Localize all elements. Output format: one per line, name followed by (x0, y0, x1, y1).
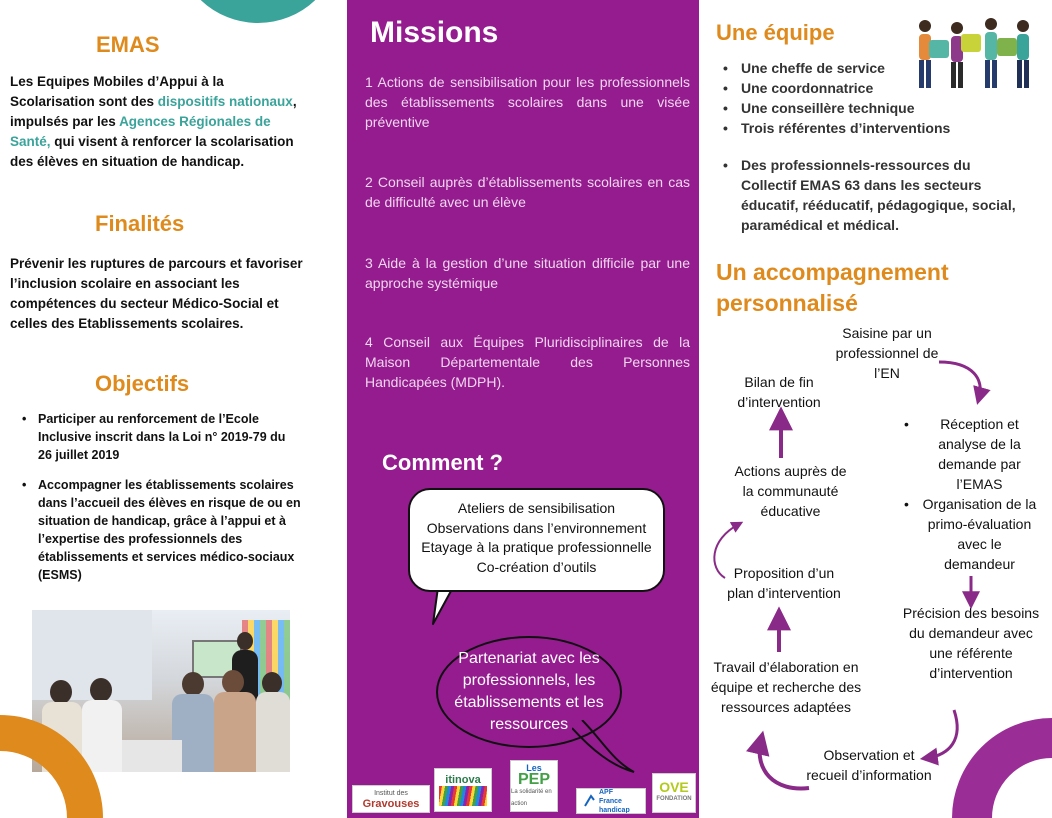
mission-item-2: 2 Conseil auprès d’établissements scolaires en cas de difficulté avec un élève (365, 174, 690, 210)
step-organisation: Organisation de la primo-évaluation avec le demandeur (922, 496, 1037, 572)
objectif-item: • Participer au renforcement de l’Ecole Inclusive inscrit dans la Loi n° 2019-79 du 26 juillet 2019 (22, 410, 302, 464)
comment-item: Observations dans l’environnement (426, 519, 647, 536)
intro-highlight-ars: Agences Régionales de Santé, (10, 114, 271, 149)
finalites-title: Finalités (95, 211, 185, 236)
objectif-item: • Accompagner les établissements scolaires dans l’accueil des élèves en risque de ou en situation de handicap, grâce à l’appui et à l’expertise des professionnels des établissements et services médico-sociaux (ESMS) (22, 476, 302, 584)
comment-item: Etayage à la pratique professionnelle (421, 539, 652, 555)
step-proposition: Proposition d’un plan d’intervention (727, 565, 841, 601)
arrow-proposition-to-actions (714, 524, 739, 578)
step-precision: Précision des besoins du demandeur avec une référente d’intervention (902, 605, 1040, 681)
comment-bubble (408, 488, 665, 592)
emas-title: EMAS (96, 32, 160, 57)
comment-title: Comment ? (382, 450, 503, 475)
step-saisine: Saisine par un professionnel de l’EN (835, 325, 939, 381)
partnership-text: Partenariat avec les professionnels, les établissements et les ressources (454, 650, 604, 733)
arrow-observation-to-travail (760, 740, 809, 788)
comment-item: Co-création d’outils (476, 558, 597, 575)
team-member-item: • Une coordonnatrice (723, 78, 1023, 98)
right-panel (699, 0, 1052, 818)
step-reception: Réception et analyse de la demande par l’EMAS (938, 416, 1021, 492)
intro-part3: qui visent à renforcer la scolarisation des élèves en situation de handicap. (10, 134, 294, 169)
intro-highlight-dispositifs: dispositifs nationaux (157, 94, 293, 109)
left-panel (0, 0, 347, 818)
step-reception-organisation: • Réception et analyse de la demande par l’EMAS • Organisation de la primo-évaluation avec le demandeur (904, 416, 1037, 572)
intro-part1: Les Equipes Mobiles d’Appui à la Scolarisation sont des (10, 74, 224, 109)
team-extra-list (723, 155, 1023, 235)
mission-item-1: 1 Actions de sensibilisation pour les professionnels des établissements scolaires dans une visée préventive (365, 74, 690, 130)
step-actions: Actions auprès de la communauté éducative (734, 463, 847, 519)
step-observation: Observation et recueil d’information (806, 747, 932, 783)
apf-france-handicap-logo: APF France handicap (576, 788, 646, 814)
accompagnement-title-line1: Un accompagnement (716, 259, 949, 285)
purple-ring-decoration (944, 700, 1052, 818)
team-list (723, 58, 1023, 138)
accompagnement-title-line2: personnalisé (716, 290, 858, 316)
objectifs-list (22, 410, 302, 596)
middle-panel (347, 0, 699, 818)
mission-item-3: 3 Aide à la gestion d’une situation difficile par une approche systémique (365, 255, 690, 291)
step-bilan: Bilan de fin d’intervention (737, 374, 821, 410)
emas-intro (10, 72, 310, 172)
orange-ring-decoration (0, 700, 140, 818)
arrow-saisine-to-reception (939, 362, 980, 398)
objectifs-title: Objectifs (95, 371, 190, 396)
ove-logo: OVE FONDATION (652, 773, 696, 813)
apf-mark-icon (583, 794, 595, 808)
missions-title: Missions (370, 16, 499, 49)
institut-gravouses-logo: Institut des Gravouses (352, 785, 430, 813)
teal-ring-decoration (178, 0, 347, 70)
team-member-item: • Une cheffe de service (723, 58, 1023, 78)
team-member-item: • Trois référentes d’interventions (723, 118, 1023, 138)
intro-part2: , impulsés par les (10, 94, 297, 129)
mission-item-4: 4 Conseil aux Équipes Pluridisciplinaires de la Maison Départementale des Personnes Handicapées (MDPH). (365, 334, 690, 390)
step-travail: Travail d’élaboration en équipe et recherche des ressources adaptées (710, 659, 862, 715)
comment-item: Ateliers de sensibilisation (457, 500, 616, 516)
itinova-logo: itinova (434, 768, 492, 812)
team-extra-item: • Des professionnels-ressources du Collectif EMAS 63 dans les secteurs éducatif, rééducatif, pédagogique, social, paramédical et médical. (723, 155, 1023, 235)
equipe-title: Une équipe (716, 20, 835, 45)
partnership-bubble (436, 636, 622, 748)
pep-logo: Les PEP La solidarité en action (510, 760, 558, 812)
finalites-text: Prévenir les ruptures de parcours et favoriser l’inclusion scolaire en associant les compétences du secteur Médico-Social et celles des Etablissements scolaires. (10, 256, 303, 331)
team-member-item: • Une conseillère technique (723, 98, 1023, 118)
